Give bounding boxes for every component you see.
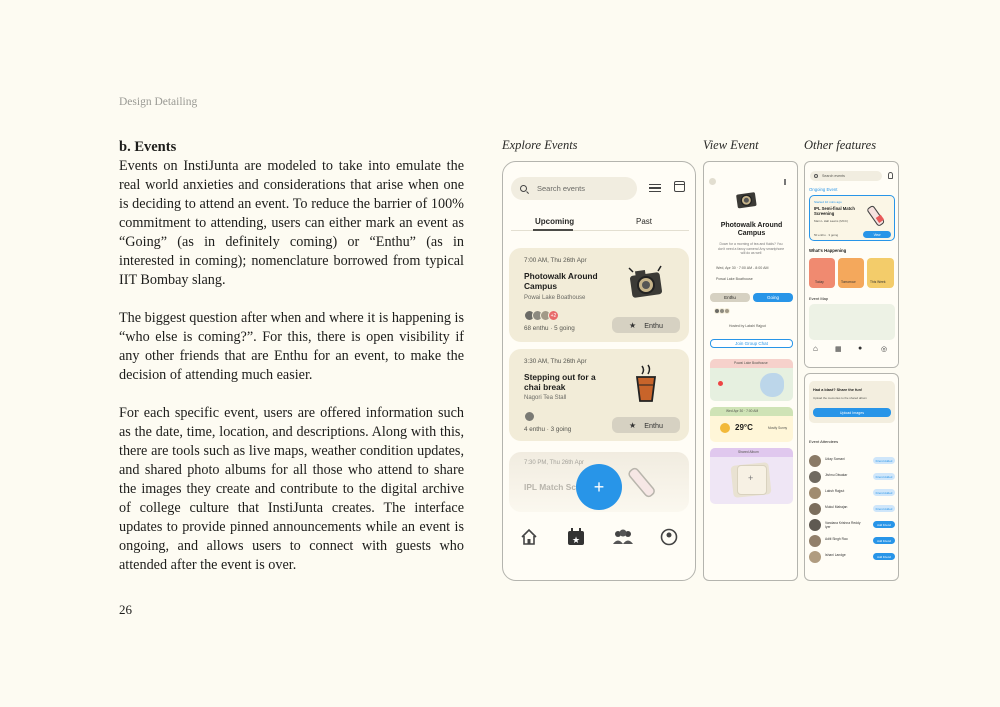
weather-date: Wed Apr 30 · 7:00 AM	[726, 409, 759, 413]
temperature: 29°C	[735, 423, 753, 432]
event-location: Powai Lake Boathouse	[524, 295, 586, 301]
attendee-row	[809, 518, 895, 532]
paragraph-2: The biggest question after when and where it is happening is “who else is coming?”. For this, there is open visibility if any other friends that are Enthu for an event, to make the decision of attending much easier.	[119, 310, 464, 383]
friend-added-badge[interactable]: Friend Added	[873, 489, 895, 496]
avatar	[809, 551, 821, 563]
event-description: Down for a morning of tea and fluids? You don't need a fancy camera! Any smartphone will do as well	[717, 242, 785, 255]
friend-added-badge[interactable]: Friend Added	[873, 457, 895, 464]
attendee-row	[809, 470, 895, 484]
camera-icon	[734, 187, 760, 211]
search-placeholder: Search events	[822, 174, 845, 178]
ongoing-counts: 50 enthu · 3 going	[814, 233, 839, 237]
attendee-row	[809, 454, 895, 468]
join-group-chat-button[interactable]: Join Group Chat	[710, 339, 793, 348]
host-label: Hosted by Lakshi Rajput	[729, 324, 766, 328]
view-event-screen	[703, 161, 798, 581]
event-datetime: 7:30 PM, Thu 26th Apr	[524, 460, 584, 466]
attendee-name: Ishani Landge	[825, 553, 846, 557]
events-icon[interactable]: ▦	[835, 346, 842, 353]
share-card	[809, 381, 895, 423]
bell-icon[interactable]	[888, 172, 893, 179]
view-ongoing-button[interactable]: View	[863, 231, 891, 238]
attendee-row	[809, 550, 895, 564]
profile-icon[interactable]	[660, 528, 678, 546]
caption-explore: Explore Events	[502, 138, 578, 152]
happening-label: What's Happening	[809, 248, 847, 253]
tile-label: Tomorrow	[841, 280, 856, 284]
weather-card	[710, 407, 793, 442]
event-location: Powai Lake Boathouse	[716, 277, 753, 281]
back-icon[interactable]	[709, 178, 716, 185]
sun-icon	[720, 423, 730, 433]
chai-cup-icon	[629, 363, 663, 405]
add-photo-icon[interactable]: +	[748, 473, 754, 483]
post-event-screen	[804, 373, 899, 581]
tile-this-week[interactable]	[867, 258, 894, 288]
home-screen	[804, 161, 899, 368]
friend-added-badge[interactable]: Friend Added	[873, 473, 895, 480]
filter-icon[interactable]	[649, 182, 661, 193]
event-datetime: 3:30 AM, Thu 26th Apr	[524, 358, 587, 365]
event-datetime: Wed, Apr 30 · 7:00 AM - 8:00 AM	[716, 266, 769, 270]
share-title: Had a blast? Share the fun!	[813, 388, 863, 392]
search-bar[interactable]	[810, 171, 882, 181]
event-card[interactable]	[509, 349, 689, 441]
friends-icon[interactable]: ●	[858, 345, 863, 352]
tab-upcoming[interactable]: Upcoming	[535, 217, 575, 226]
search-bar[interactable]	[511, 177, 637, 200]
enthu-button[interactable]	[612, 317, 680, 333]
paragraph-3: For each specific event, users are offered information such as the date, time, location, and descriptions. Along with this, there are tools such as live maps, weather condition updates, and shared photo albums for all those who attend to share the images they create and contribute to the digital archive of college culture that InstiJunta creates. The interface updates to provide pinned announcements while an event is ongoing, and allows users to connect with guests who attended after the event is over.	[119, 405, 464, 573]
avatar	[809, 535, 821, 547]
avatar	[809, 455, 821, 467]
event-counts: 4 enthu · 3 going	[524, 426, 572, 433]
avatar	[809, 471, 821, 483]
attendees-label: Event Attendees	[809, 439, 839, 444]
tile-tomorrow[interactable]	[838, 258, 864, 288]
ongoing-label: Ongoing Event	[809, 187, 838, 192]
tile-today[interactable]	[809, 258, 835, 288]
body-text-column	[119, 138, 464, 594]
svg-text:★: ★	[571, 535, 581, 545]
attendee-avatars	[524, 310, 556, 321]
attendee-name: Laksh Rajput	[825, 489, 845, 493]
ongoing-meta: Main L Hall Lawns (MCC)	[814, 219, 849, 223]
attendee-name: Jishnu Diwakar	[825, 473, 848, 477]
event-counts: 68 enthu · 5 going	[524, 325, 575, 332]
event-map[interactable]	[809, 304, 895, 340]
event-map[interactable]	[710, 359, 793, 401]
share-subtitle: Upload the memories to the shared album	[813, 396, 867, 400]
tab-indicator	[533, 229, 573, 231]
more-badge: +2	[548, 310, 559, 321]
event-title: Photowalk Around Campus	[720, 222, 783, 237]
tile-label: This Week	[870, 280, 886, 284]
more-icon[interactable]	[784, 179, 786, 185]
event-datetime: 7:00 AM, Thu 26th Apr	[524, 257, 587, 264]
shared-album[interactable]	[710, 448, 793, 504]
attendee-name: Uday Somani	[825, 457, 845, 461]
bottle-icon	[627, 458, 667, 498]
event-map-label: Event Map	[809, 296, 829, 301]
event-title: IPL Match Sc	[524, 482, 576, 492]
attendee-avatars	[524, 411, 532, 422]
enthu-button[interactable]	[612, 417, 680, 433]
weather-note: Mostly Sunny	[768, 426, 788, 430]
going-button[interactable]: Going	[753, 293, 793, 302]
add-friend-button[interactable]: Add Friend	[873, 537, 895, 544]
attendee-name: Aditi Singh Rao	[825, 537, 848, 541]
caption-view: View Event	[703, 138, 759, 152]
explore-events-screen	[502, 161, 696, 581]
paragraph-1: Events on InstiJunta are modeled to take into emulate the real world anxieties and considerations that arise when one is deciding to attend an event. To reduce the barrier of 100% commitment to attending, users can either mark an event as “Going” (as in definitely coming) or “Enthu” (as in interested in coming); nomenclature borrowed from typical IIT Bombay slang.	[119, 158, 464, 288]
avatar	[809, 503, 821, 515]
home-icon[interactable]: ⌂	[813, 344, 818, 353]
friend-added-badge[interactable]: Friend Added	[873, 505, 895, 512]
attendee-name: Vandana Krishna Reddy Iyer	[825, 521, 861, 529]
section-title: b. Events	[119, 139, 177, 155]
avatar	[809, 519, 821, 531]
album-label: Shared Album	[738, 450, 759, 454]
star-icon: ★	[629, 420, 637, 430]
avatar	[809, 487, 821, 499]
search-icon	[814, 174, 818, 178]
tile-label: Today	[815, 280, 824, 284]
add-friend-button[interactable]: Add Friend	[873, 521, 895, 528]
event-title: Photowalk Around Campus	[524, 271, 598, 291]
ongoing-event-card[interactable]	[809, 195, 895, 241]
ongoing-title: IPL Semi-final Match Screening	[814, 206, 855, 216]
attendee-row	[809, 502, 895, 516]
ongoing-pinned: Started 10 mins ago	[814, 200, 842, 204]
create-event-button[interactable]: +	[576, 464, 622, 510]
caption-other: Other features	[804, 138, 877, 152]
search-placeholder: Search events	[537, 184, 585, 193]
page-header: Design Detailing	[119, 96, 198, 108]
home-icon[interactable]	[520, 528, 538, 546]
page-number: 26	[119, 602, 132, 617]
search-icon	[520, 185, 527, 192]
profile-icon[interactable]: ◎	[881, 346, 888, 353]
calendar-icon[interactable]	[674, 181, 685, 192]
enthu-button[interactable]: Enthu	[710, 293, 750, 302]
tab-past[interactable]: Past	[636, 217, 653, 226]
add-friend-button[interactable]: Add Friend	[873, 553, 895, 560]
map-label: Powai Lake Boathouse	[734, 361, 768, 365]
enthu-label: Enthu	[644, 420, 663, 430]
attendee-row	[809, 486, 895, 500]
event-title: Stepping out for a chai break	[524, 372, 596, 392]
event-card[interactable]	[509, 248, 689, 342]
upload-images-button[interactable]: Upload Images	[813, 408, 891, 417]
camera-icon	[627, 264, 667, 302]
events-icon[interactable]	[566, 527, 586, 547]
star-icon: ★	[629, 320, 637, 330]
bottom-navbar	[805, 340, 899, 368]
attendee-row	[809, 534, 895, 548]
event-location: Nagori Tea Stall	[524, 395, 567, 401]
bottom-navbar	[503, 528, 695, 550]
friends-icon[interactable]	[612, 528, 634, 546]
bottle-icon	[866, 202, 890, 228]
attendee-avatars	[714, 308, 727, 314]
enthu-label: Enthu	[644, 320, 663, 330]
attendee-name: Mukul Mahajan	[825, 505, 848, 509]
